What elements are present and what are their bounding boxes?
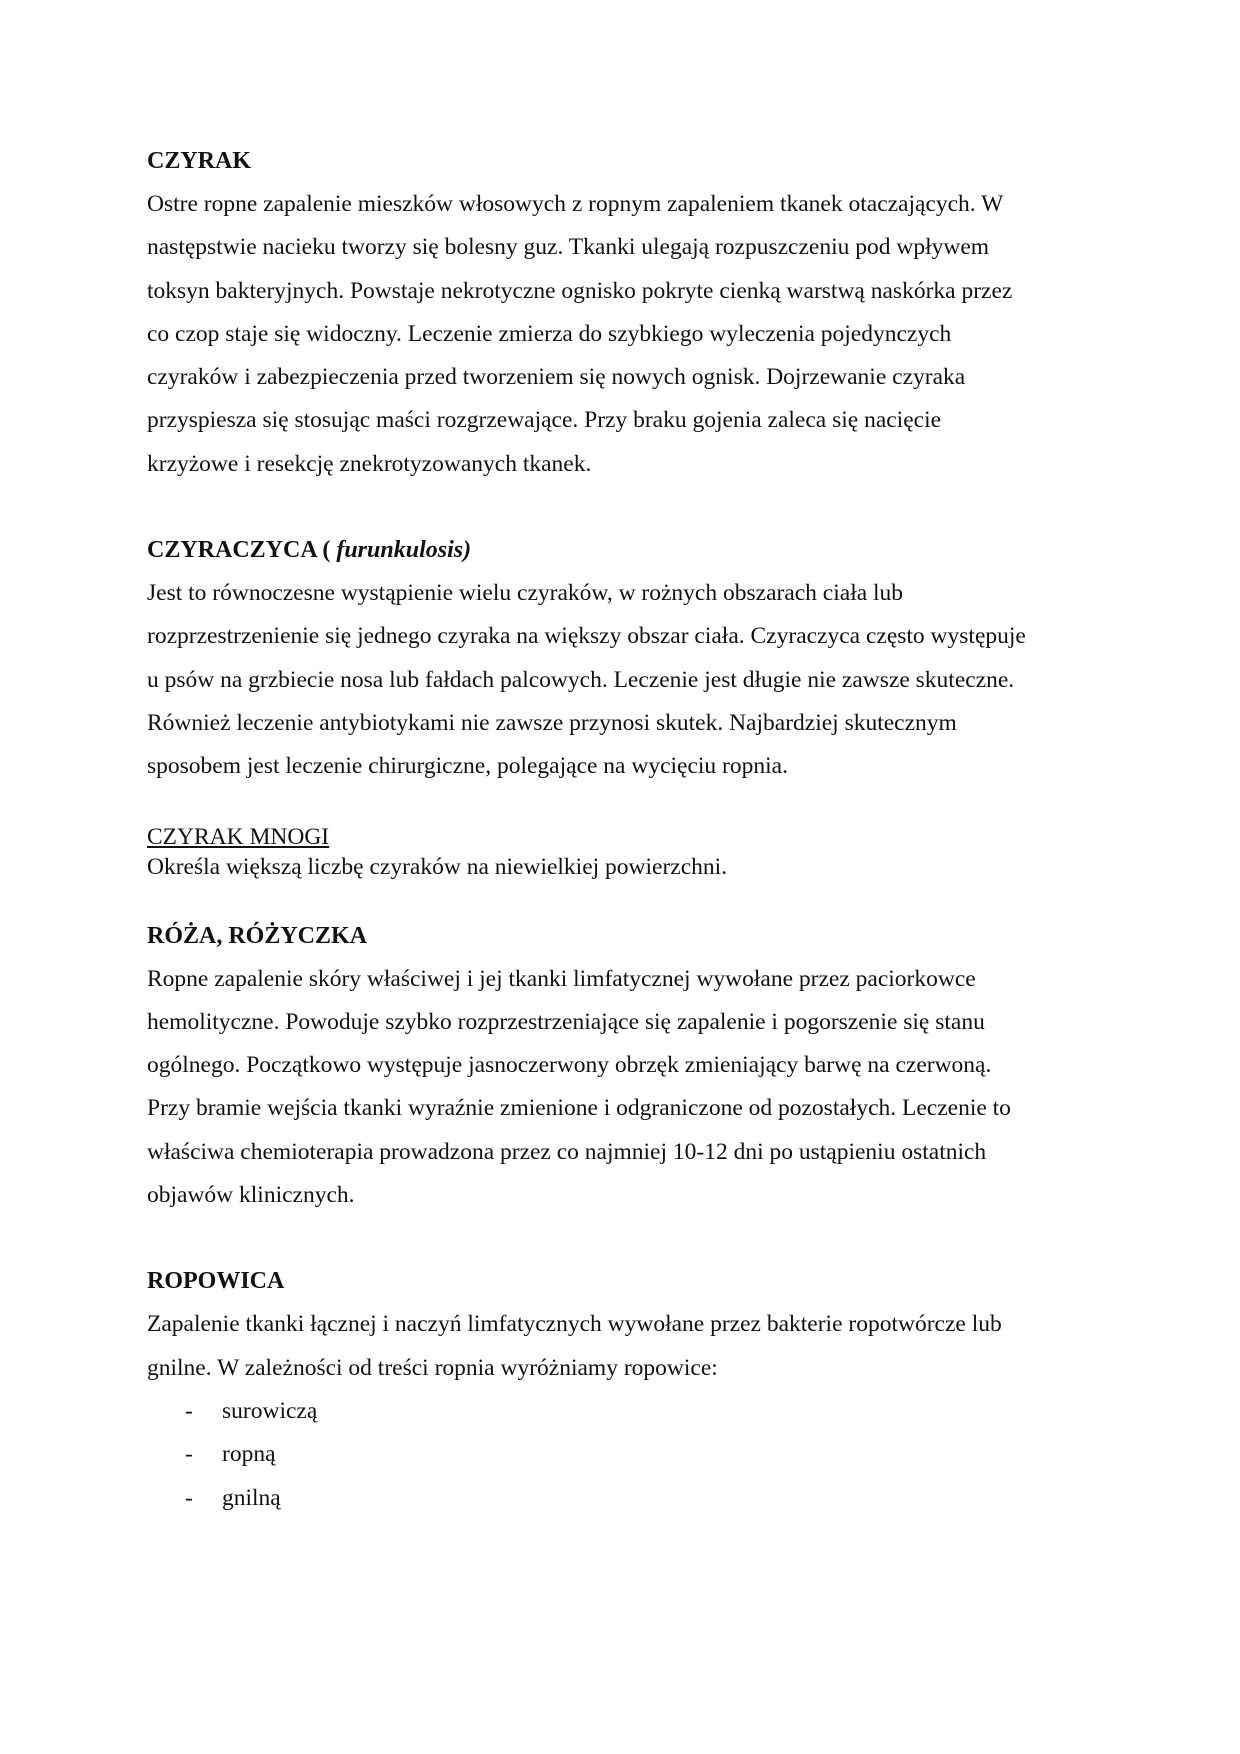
text-line: właściwa chemioterapia prowadzona przez co najmniej 10-12 dni po ustąpieniu ostatnich	[147, 1138, 987, 1165]
text-line: czyraków i zabezpieczenia przed tworzeniem się nowych ognisk. Dojrzewanie czyraka	[147, 364, 966, 391]
heading-ropowica: ROPOWICA	[147, 1268, 285, 1295]
heading-czyraczyca-latin: furunkulosis)	[330, 537, 472, 564]
list-item	[147, 1477, 1097, 1520]
list-item	[147, 1433, 1097, 1476]
heading-czyrak-mnogi: CZYRAK MNOGI	[147, 823, 330, 850]
text-line: co czop staje się widoczny. Leczenie zmierza do szybkiego wyleczenia pojedynczych	[147, 320, 952, 347]
ropowica-types-list	[147, 1390, 1097, 1520]
text-line: Przy bramie wejścia tkanki wyraźnie zmienione i odgraniczone od pozostałych. Leczenie to	[147, 1095, 1011, 1122]
document-page	[147, 140, 1097, 1520]
heading-czyrak: CZYRAK	[147, 148, 252, 174]
text-line: toksyn bakteryjnych. Powstaje nekrotyczne ognisko pokryte cienką warstwą naskórka przez	[147, 277, 1013, 304]
text-line: Ropne zapalenie skóry właściwej i jej tkanki limfatycznej wywołane przez paciorkowce	[147, 965, 976, 992]
list-dash: -	[185, 1397, 193, 1424]
list-item	[147, 1390, 1097, 1433]
spacer	[147, 882, 1097, 915]
text-line: gnilne. W zależności od treści ropnia wyróżniamy ropowice:	[147, 1354, 718, 1381]
spacer	[147, 486, 1097, 529]
text-line: sposobem jest leczenie chirurgiczne, polegające na wycięciu ropnia.	[147, 753, 788, 780]
text-line: rozprzestrzenienie się jednego czyraka na większy obszar ciała. Czyraczyca często występuje	[147, 623, 1026, 650]
spacer	[147, 1217, 1097, 1260]
text-line: ogólnego. Początkowo występuje jasnoczerwony obrzęk zmieniający barwę na czerwoną.	[147, 1052, 992, 1079]
paragraph-czyraczyca	[147, 572, 1097, 788]
spacer	[147, 789, 1097, 822]
text-line: Zapalenie tkanki łącznej i naczyń limfatycznych wywołane przez bakterie ropotwórcze lub	[147, 1311, 1002, 1338]
heading-czyraczyca-main: CZYRACZYCA (	[147, 537, 331, 564]
text-line: objawów klinicznych.	[147, 1182, 355, 1209]
text-line: krzyżowe i resekcję znekrotyzowanych tkanek.	[147, 450, 592, 477]
text-line: Jest to równoczesne wystąpienie wielu czyraków, w rożnych obszarach ciała lub	[147, 580, 904, 607]
text-line: Również leczenie antybiotykami nie zawsze przynosi skutek. Najbardziej skutecznym	[147, 709, 957, 736]
paragraph-ropowica	[147, 1303, 1097, 1390]
list-item-text: ropną	[222, 1441, 276, 1468]
text-line: hemolityczne. Powoduje szybko rozprzestrzeniające się zapalenie i pogorszenie się stanu	[147, 1008, 985, 1035]
paragraph-czyrak-mnogi: Określa większą liczbę czyraków na niewielkiej powierzchni.	[147, 853, 728, 880]
paragraph-czyrak	[147, 183, 1097, 486]
list-dash: -	[185, 1484, 193, 1511]
heading-czyraczyca	[147, 529, 1097, 572]
text-line: następstwie nacieku tworzy się bolesny guz. Tkanki ulegają rozpuszczeniu pod wpływem	[147, 234, 990, 261]
paragraph-roza	[147, 958, 1097, 1218]
list-item-text: surowiczą	[222, 1397, 318, 1424]
heading-roza: RÓŻA, RÓŻYCZKA	[147, 922, 368, 949]
list-dash: -	[185, 1441, 193, 1468]
text-line: u psów na grzbiecie nosa lub fałdach palcowych. Leczenie jest długie nie zawsze skuteczne.	[147, 666, 1015, 693]
text-line: Ostre ropne zapalenie mieszków włosowych z ropnym zapaleniem tkanek otaczających. W	[147, 191, 1004, 217]
list-item-text: gnilną	[222, 1484, 281, 1511]
text-line: przyspiesza się stosując maści rozgrzewające. Przy braku gojenia zaleca się nacięcie	[147, 407, 942, 434]
